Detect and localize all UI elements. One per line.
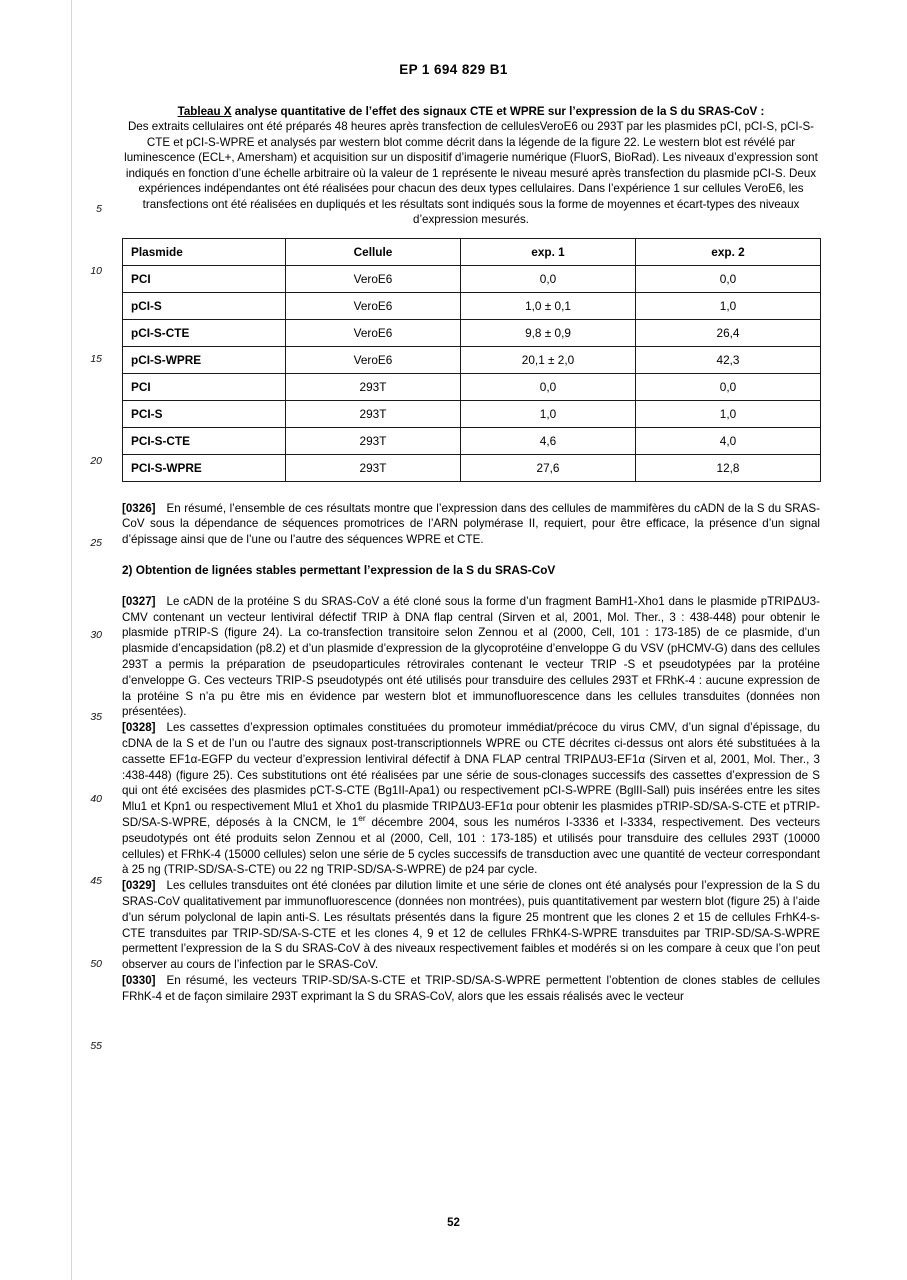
paragraph-number-0330: [0330]: [122, 973, 156, 987]
table-row: [123, 373, 821, 400]
paragraph-0326-text: En résumé, l’ensemble de ces résultats montre que l’expression dans des cellules de mammifères du cADN de la S du SRAS-CoV sous la dépendance de séquences promotrices de l’ARN polymérase II, requiert, pour être efficace, la présence d’un signal d’épissage ainsi que de l’une ou l’autre des séquences WPRE et CTE.: [122, 501, 820, 547]
table-row: [123, 265, 821, 292]
cell-exp2: 1,0: [636, 400, 821, 427]
cell-exp1: 0,0: [461, 373, 636, 400]
column-header-plasmide: Plasmide: [123, 238, 286, 265]
paragraph-0327-text-part2: U3-CMV contenant un vecteur lentiviral défectif TRIP à DNA flap central (Sirven et al, 2001, Mol. Ther., 3 : 438-448) pour obtenir le plasmide pTRIP-S (figure 24). La co-transfection transitoire selon Zennou et al (2000, Cell, 101 : 173-185) de ce plasmide, d’un plasmide d’encapsidation (p8.2) et d’un plasmide d’expression de la glycoprotéine d’enveloppe G du VSV (pHCMV-G) dans des cellules 293T a permis la préparation de pseudoparticules rétrovirales contenant le vecteur TRIP -S et pseudotypées par la protéine d’enveloppe G. Ces vecteurs TRIP-S pseudotypés ont été utilisés pour transduire des cellules 293T et FRhK-4 : aucune expression de la protéine S n’a pu être mis en évidence par western blot et immunofluorescence dans les cellules transduites (données non présentées).: [122, 594, 820, 719]
paragraph-0328-text-part6: pour obtenir les plasmides pTRIP-SD/SA-S-CTE et pTRIP-SD/SA-S-WPRE, déposés à la CNCM, le 1: [122, 800, 820, 829]
cell-plasmide: PCI: [123, 265, 286, 292]
line-number-45: 45: [90, 875, 102, 887]
cell-cellule: VeroE6: [286, 292, 461, 319]
table-row: [123, 346, 821, 373]
table-row: [123, 400, 821, 427]
line-number-35: 35: [90, 711, 102, 723]
line-number-50: 50: [90, 958, 102, 970]
cell-exp1: 20,1 ± 2,0: [461, 346, 636, 373]
line-number-5: 5: [96, 203, 102, 215]
line-number-15: 15: [90, 353, 102, 365]
table-row: [123, 454, 821, 481]
line-number-30: 30: [90, 629, 102, 641]
table-row: [123, 319, 821, 346]
delta-symbol: Δ: [590, 752, 599, 766]
alpha-symbol: α: [638, 752, 646, 766]
cell-exp1: 4,6: [461, 427, 636, 454]
line-number-20: 20: [90, 455, 102, 467]
cell-plasmide: pCI-S-CTE: [123, 319, 286, 346]
cell-plasmide: PCI-S: [123, 400, 286, 427]
paragraph-0329-text: Les cellules transduites ont été clonées par dilution limite et une série de clones ont été analysés pour l’expression de la S du SRAS-CoV qualitativement par immunofluorescence (données non montrées), puis quantitativement par western blot (figure 25) à l’aide d’un sérum polyclonal de lapin anti-S. Les résultats présentés dans la figure 25 montrent que les clones 2 et 15 de cellules FrhK4-s-CTE transduites par TRIP-SD/SA-S-CTE et les clones 4, 9 et 12 de cellules FRhK4-S-WPRE transduites par TRIP-SD/SA-S-WPRE permettent l’expression de la S du SRAS-CoV à des niveaux respectivement faibles et modérés si on les compare à ceux que l’on peut observer au cours de l’infection par le SRAS-CoV.: [122, 879, 820, 972]
table-row: [123, 427, 821, 454]
table-caption: [122, 104, 820, 228]
table-caption-label: Tableau X: [177, 105, 232, 118]
cell-plasmide: pCI-S-WPRE: [123, 346, 286, 373]
cell-cellule: VeroE6: [286, 265, 461, 292]
cell-exp1: 27,6: [461, 454, 636, 481]
cell-cellule: 293T: [286, 373, 461, 400]
cell-exp1: 0,0: [461, 265, 636, 292]
delta-symbol: Δ: [793, 594, 802, 608]
cell-exp2: 1,0: [636, 292, 821, 319]
paragraph-0328-text-part4: (Sirven et al, 2001, Mol. Ther., 3 :438-448) (figure 25). Ces substitutions ont été réalisées par une série de sous-clonages successifs des cassettes d’expression de S qui ont été excisées des plasmides pCT-S-CTE (Bg1II-Apa1) ou respectivement pCI-S-WPRE (BglII-Sall) puis insérées entre les sites Mlu1 et Kpn1 ou respectivement Mlu1 et Xho1 du plasmide TRIP: [122, 752, 820, 814]
spacer: [122, 579, 820, 594]
paragraph-0327: [122, 594, 820, 720]
paragraph-0328-text-part5: U3-EF1: [466, 800, 507, 814]
paragraph-0327-text-part1: Le cADN de la protéine S du SRAS-CoV a été cloné sous la forme d’un fragment BamH1-Xho1 dans le plasmide pTRIP: [166, 594, 794, 608]
content-column: [122, 104, 820, 1005]
cell-exp2: 4,0: [636, 427, 821, 454]
table-caption-lead-rest: analyse quantitative de l’effet des signaux CTE et WPRE sur l’expression de la S du SRAS-CoV :: [231, 105, 765, 118]
cell-plasmide: PCI: [123, 373, 286, 400]
cell-plasmide: PCI-S-WPRE: [123, 454, 286, 481]
spacer: [122, 548, 820, 563]
paragraph-0328-text-part3: U3-EF1: [598, 752, 639, 766]
cell-exp1: 9,8 ± 0,9: [461, 319, 636, 346]
line-number-55: 55: [90, 1040, 102, 1052]
paragraph-0330: [122, 973, 820, 1005]
table-header-row: [123, 238, 821, 265]
paragraph-0326: [122, 501, 820, 548]
cell-cellule: 293T: [286, 400, 461, 427]
paragraph-0328: [122, 720, 820, 878]
ordinal-suffix-er: er: [358, 813, 366, 824]
paragraph-number-0328: [0328]: [122, 721, 156, 735]
alpha-symbol: α: [190, 752, 198, 766]
table-row: [123, 292, 821, 319]
column-header-cellule: Cellule: [286, 238, 461, 265]
paragraph-0330-text: En résumé, les vecteurs TRIP-SD/SA-S-CTE et TRIP-SD/SA-S-WPRE permettent l’obtention de clones stables de cellules FRhK-4 et de façon similaire 293T exprimant la S du SRAS-CoV, alors que les essais réalisés avec le vecteur: [122, 973, 820, 1003]
page-number: 52: [447, 1217, 460, 1229]
cell-plasmide: pCI-S: [123, 292, 286, 319]
cell-exp2: 12,8: [636, 454, 821, 481]
column-header-exp2: exp. 2: [636, 238, 821, 265]
cell-cellule: VeroE6: [286, 319, 461, 346]
running-head: EP 1 694 829 B1: [399, 62, 508, 77]
alpha-symbol: α: [506, 800, 513, 814]
cell-cellule: 293T: [286, 427, 461, 454]
table-caption-body: Des extraits cellulaires ont été préparés 48 heures après transfection de cellulesVeroE6 ou 293T par les plasmides pCI, pCI-S, pCI-S-CTE et pCI-S-WPRE et analysés par western blot comme décrit dans la légende de la figure 22. Le western blot est révélé par luminescence (ECL+, Amersham) et acquisition sur un dispositif d’imagerie numérique (FluorS, BioRad). Les niveaux d’expression sont indiqués en fonction d’une échelle arbitraire où la valeur de 1 représente le niveau mesuré après transfection du plasmide pCI-S. Deux expériences indépendantes ont été réalisées pour chacun des deux types cellulaires. Dans l’expérience 1 sur cellules VeroE6, les transfections ont été réalisées en dupliqués et les résultats sont indiqués sous la forme de moyennes et écart-types des niveaux d’expression mesurés.: [124, 120, 818, 227]
paragraph-0328-text-part1: Les cassettes d’expression optimales constituées du promoteur immédiat/précoce du virus CMV, d’un signal d’épissage, du cDNA de la S et de l’un ou l’autre des signaux post-transcriptionnels WPRE ou CTE décrites ci-dessus ont alors été substituées à la cassette EF1: [122, 721, 820, 766]
paragraph-0329: [122, 878, 820, 973]
paragraph-number-0326: [0326]: [122, 501, 156, 515]
cell-plasmide: PCI-S-CTE: [123, 427, 286, 454]
results-table: [122, 238, 821, 482]
left-margin-rule: [71, 0, 72, 1280]
spacer: [122, 482, 820, 501]
column-header-exp1: exp. 1: [461, 238, 636, 265]
paragraph-number-0327: [0327]: [122, 594, 156, 608]
table-caption-lead: [178, 105, 765, 118]
section-heading-2: 2) Obtention de lignées stables permettant l’expression de la S du SRAS-CoV: [122, 563, 556, 578]
paragraph-0328-text-part7: décembre 2004, sous les numéros I-3336 et I-3334, respectivement. Des vecteurs pseudotypés ont été produits selon Zennou et al (2000, Cell, 101 : 173-185) et utilisés pour transduire des cellules 293T (10000 cellules) et FRhK-4 (15000 cellules) selon une série de 5 cycles successifs de transduction avec une quantité de vecteur correspondant à 25 ng (TRIP-SD/SA-S-CTE) ou 22 ng TRIP-SD/SA-S-WPRE) de p24 par cycle.: [122, 815, 820, 877]
paragraph-0328-text-part2: -EGFP du vecteur d’expression lentiviral défectif à DNA FLAP central TRIP: [197, 752, 591, 766]
line-number-10: 10: [90, 265, 102, 277]
paragraph-number-0329: [0329]: [122, 879, 156, 893]
line-number-25: 25: [90, 537, 102, 549]
cell-exp2: 26,4: [636, 319, 821, 346]
line-number-40: 40: [90, 793, 102, 805]
cell-exp2: 0,0: [636, 265, 821, 292]
cell-cellule: 293T: [286, 454, 461, 481]
delta-symbol: Δ: [458, 800, 467, 814]
cell-exp2: 0,0: [636, 373, 821, 400]
cell-exp1: 1,0 ± 0,1: [461, 292, 636, 319]
cell-cellule: VeroE6: [286, 346, 461, 373]
cell-exp2: 42,3: [636, 346, 821, 373]
cell-exp1: 1,0: [461, 400, 636, 427]
